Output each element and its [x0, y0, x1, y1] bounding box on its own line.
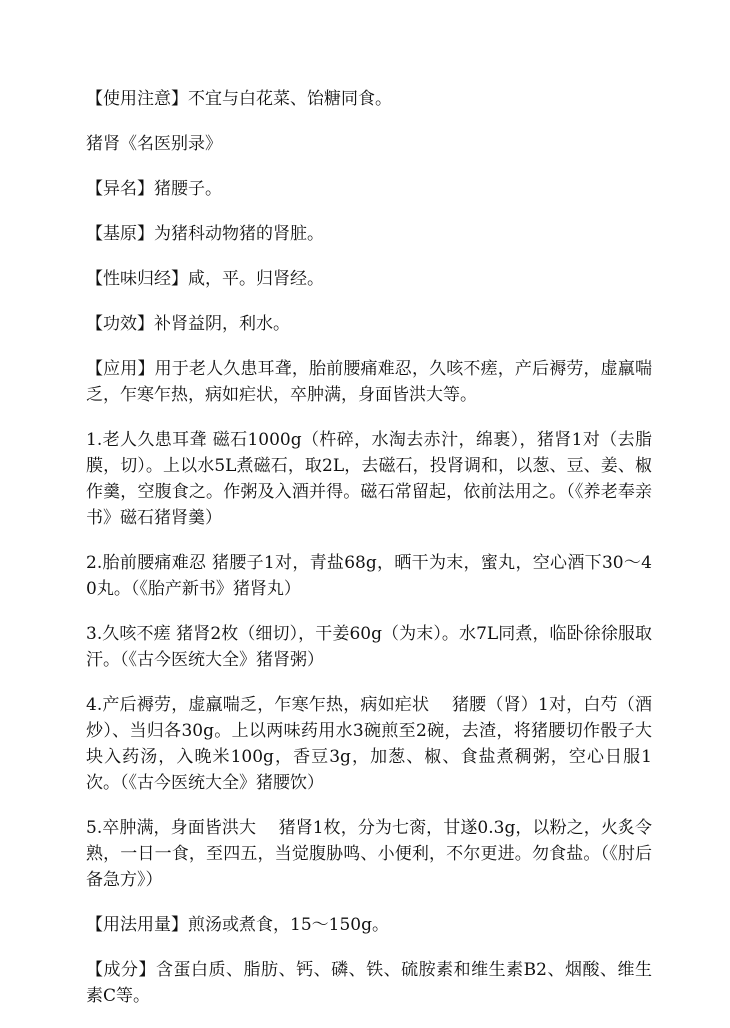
- recipe-4-paragraph: 4.产后褥劳，虚羸喘乏，乍寒乍热，病如疟状 猪腰（肾）1对，白芍（酒炒）、当归各30g。上以两味药用水3碗煎至2碗，去渣，将猪腰切作骰子大块入药汤，入晚米100g，香豆3g，加葱、椒、食盐煮稠粥，空心日服1次。（《古今医统大全》猪腰饮）: [86, 695, 652, 793]
- recipe-2-paragraph: 2.胎前腰痛难忍 猪腰子1对，青盐68g，晒干为末，蜜丸，空心酒下30～40丸。（《胎产新书》猪肾丸）: [86, 553, 652, 599]
- recipe-3-paragraph: 3.久咳不瘥 猪肾2枚（细切），干姜60g（为末）。水7L同煮，临卧徐徐服取汗。（《古今医统大全》猪肾粥）: [86, 624, 652, 670]
- efficacy-paragraph: 【功效】补肾益阴，利水。: [86, 314, 290, 334]
- composition-paragraph: 【成分】含蛋白质、脂肪、钙、磷、铁、硫胺素和维生素B2、烟酸、维生素C等。: [86, 960, 652, 1006]
- document-page: [86, 86, 652, 1028]
- origin-paragraph: 【基原】为猪科动物猪的肾脏。: [86, 224, 324, 244]
- application-paragraph: 【应用】用于老人久患耳聋，胎前腰痛难忍，久咳不瘥，产后褥劳，虚羸喘乏，乍寒乍热，病如疟状，卒肿满，身面皆洪大等。: [86, 359, 652, 405]
- nature-meridian-paragraph: 【性味归经】咸，平。归肾经。: [86, 269, 324, 289]
- recipe-5-paragraph: 5.卒肿满，身面皆洪大 猪肾1枚，分为七脔，甘遂0.3g，以粉之，火炙令熟，一日一食，至四五，当觉腹胁鸣、小便利，不尔更进。勿食盐。（《肘后备急方》）: [86, 818, 652, 890]
- entry-heading: 猪肾《名医别录》: [86, 134, 222, 154]
- recipe-1-paragraph: 1.老人久患耳聋 磁石1000g（杵碎，水淘去赤汁，绵裹），猪肾1对（去脂膜，切）。上以水5L煮磁石，取2L，去磁石，投肾调和，以葱、豆、姜、椒作羹，空腹食之。作粥及入酒并得。磁石常留起，依前法用之。（《养老奉亲书》磁石猪肾羹）: [86, 430, 652, 528]
- dosage-paragraph: 【用法用量】煎汤或煮食，15～150g。: [86, 915, 389, 935]
- alias-paragraph: 【异名】猪腰子。: [86, 179, 222, 199]
- usage-caution-paragraph: 【使用注意】不宜与白花菜、饴糖同食。: [86, 89, 392, 109]
